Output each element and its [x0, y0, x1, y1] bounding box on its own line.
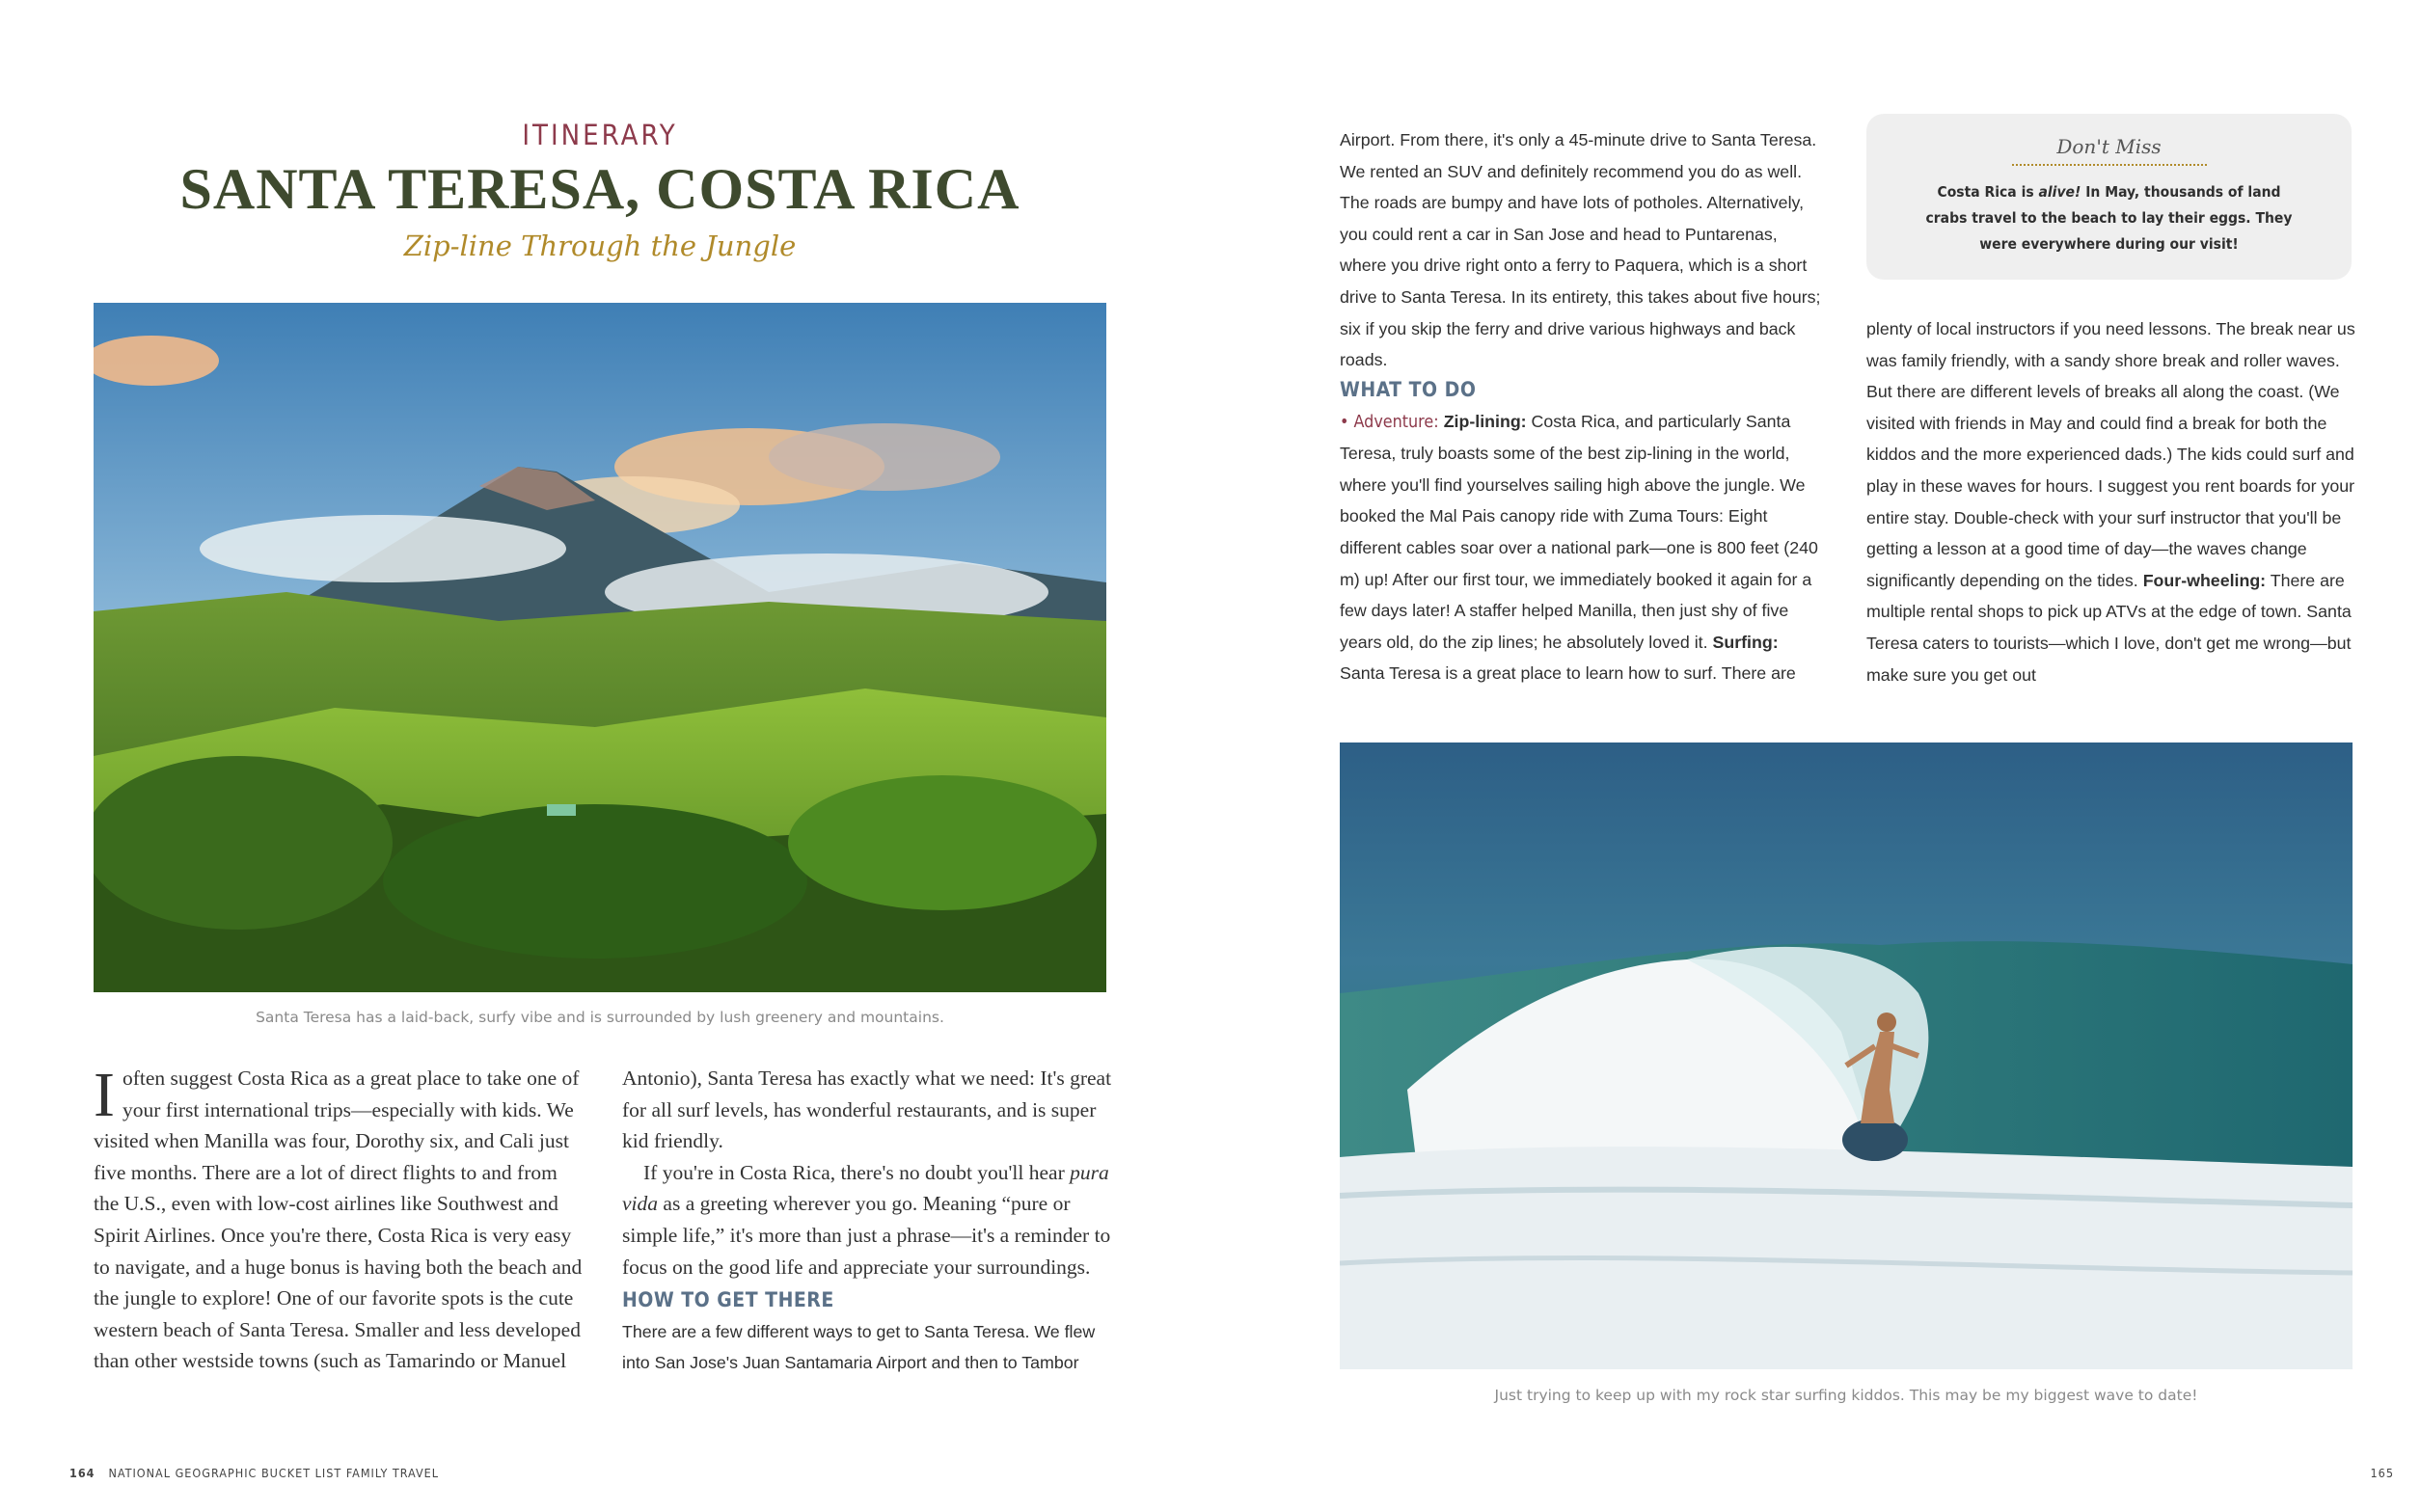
zip-lining-lead: Zip-lining: [1443, 411, 1527, 431]
surfing-text-part: plenty of local instructors if you need lessons. The break near us was family friendly, with a sandy shore break and roller waves. But there are different levels of breaks all along the coast. (We visited with friends in May and could find a break for both the kiddos and the more experienced dads.) The kids could surf and play in these waves for hours. I suggest you rent boards for your entire stay. Double-check with your surf instructor that you'll be getting a lesson at a good time of day—the waves change significantly depending on the tides. [1866, 319, 2355, 590]
page-folio [69, 1466, 439, 1480]
category-label: Adventure: [1353, 411, 1444, 432]
pura-vida-text: If you're in Costa Rica, there's no doubt you'll hear [643, 1160, 1071, 1184]
intro-column-2 [622, 1063, 1114, 1282]
intro-paragraph [94, 1060, 585, 1377]
sidebar-text-end: In May, thousands of land crabs travel to the beach to lay their eggs. They were everywhere during our visit! [1925, 183, 2293, 253]
photo-caption: Santa Teresa has a laid-back, surfy vibe and is surrounded by lush greenery and mountains. [256, 1009, 944, 1026]
how-to-text-part: There are a few different ways to get to Santa Teresa. We flew into San Jose's Juan Santamaria Airport and then to Tambor [622, 1321, 1096, 1373]
surfing-lead: Surfing: [1712, 632, 1779, 652]
four-wheeling-text: There are multiple rental shops to pick up ATVs at the edge of town. Santa Teresa caters to tourists—which I love, don't get me wrong—but make sure you get out [1866, 570, 2352, 685]
page-number: 164 [69, 1466, 95, 1480]
category-bullet: • [1340, 411, 1354, 432]
page-number: 165 [2370, 1466, 2394, 1480]
what-to-do-section [1340, 374, 1827, 689]
intro-paragraph-continued [622, 1063, 1114, 1157]
sidebar-title: Don't Miss [2012, 135, 2207, 166]
what-to-do-text [1340, 406, 1827, 689]
right-page [1210, 0, 2421, 1512]
section-heading: WHAT TO DO [1340, 378, 1477, 401]
page-subtitle: Zip-line Through the Jungle [403, 230, 797, 262]
sidebar-body [1917, 179, 2302, 257]
volcano-jungle-photo [94, 303, 1106, 992]
page-folio [2371, 1466, 2394, 1480]
photo-caption: Just trying to keep up with my rock star surfing kiddos. This may be my biggest wave to date! [1494, 1387, 2198, 1404]
intro-column-1 [94, 1060, 585, 1377]
pura-vida-term: pura vida [622, 1160, 1109, 1216]
pura-vida-text-end: as a greeting wherever you go. Meaning “pure or simple life,” it's more than just a phrase—it's a reminder to focus on the good life and appreciate your surroundings. [622, 1192, 1111, 1279]
how-to-text-part: Airport. From there, it's only a 45-minute drive to Santa Teresa. We rented an SUV and definitely recommend you do as well. The roads are bumpy and have lots of potholes. Alternatively, you could rent a car in San Jose and head to Puntarenas, where you drive right onto a ferry to Paquera, which is a short drive to Santa Teresa. In its entirety, this takes about five hours; six if you skip the ferry and drive various highways and back roads. [1340, 130, 1821, 370]
how-to-get-there-section [622, 1284, 1114, 1379]
sidebar-emphasis: alive! [2038, 183, 2081, 201]
dont-miss-sidebar [1866, 114, 2352, 280]
sidebar-text: Costa Rica is [1937, 183, 2039, 201]
drop-cap: I [94, 1060, 115, 1130]
what-to-do-text-continued [1866, 313, 2358, 690]
intro-text-part: Antonio), Santa Teresa has exactly what we need: It's great for all surf levels, has wonderful restaurants, and is super kid friendly. [622, 1066, 1112, 1153]
left-page [0, 0, 1210, 1512]
section-kicker: ITINERARY [522, 119, 678, 151]
section-heading: HOW TO GET THERE [622, 1288, 834, 1311]
page-title: SANTA TERESA, COSTA RICA [179, 157, 1020, 221]
zip-lining-text: Costa Rica, and particularly Santa Teresa, truly boasts some of the best zip-lining in the world, where you'll find yourselves sailing high above the jungle. We booked the Mal Pais canopy ride with Zuma Tours: Eight different cables soar over a national park—one is 800 feet (240 m) up! After our first tour, we immediately booked it again for a few days later! A staffer helped Manilla, then just shy of five years old, do the zip lines; he absolutely loved it. [1340, 411, 1818, 652]
intro-text-part: often suggest Costa Rica as a great place to take one of your first international trips—especially with kids. We visited when Manilla was four, Dorothy six, and Cali just five months. There are a lot of direct flights to and from the U.S., even with low-cost airlines like Southwest and Spirit Airlines. Once you're there, Costa Rica is very easy to navigate, and a huge bonus is having both the beach and the jungle to explore! One of our favorite spots is the cute western beach of Santa Teresa. Smaller and less developed than other westside towns (such as Tamarindo or Manuel [94, 1066, 583, 1373]
surfing-text-part: Santa Teresa is a great place to learn how to surf. There are [1340, 663, 1796, 684]
what-to-do-continued [1866, 313, 2358, 690]
pura-vida-paragraph [622, 1157, 1114, 1282]
surfing-photo [1340, 742, 2353, 1369]
book-title: NATIONAL GEOGRAPHIC BUCKET LIST FAMILY TRAVEL [108, 1466, 440, 1480]
four-wheeling-lead: Four-wheeling: [2142, 570, 2267, 590]
how-to-continued [1340, 124, 1827, 376]
